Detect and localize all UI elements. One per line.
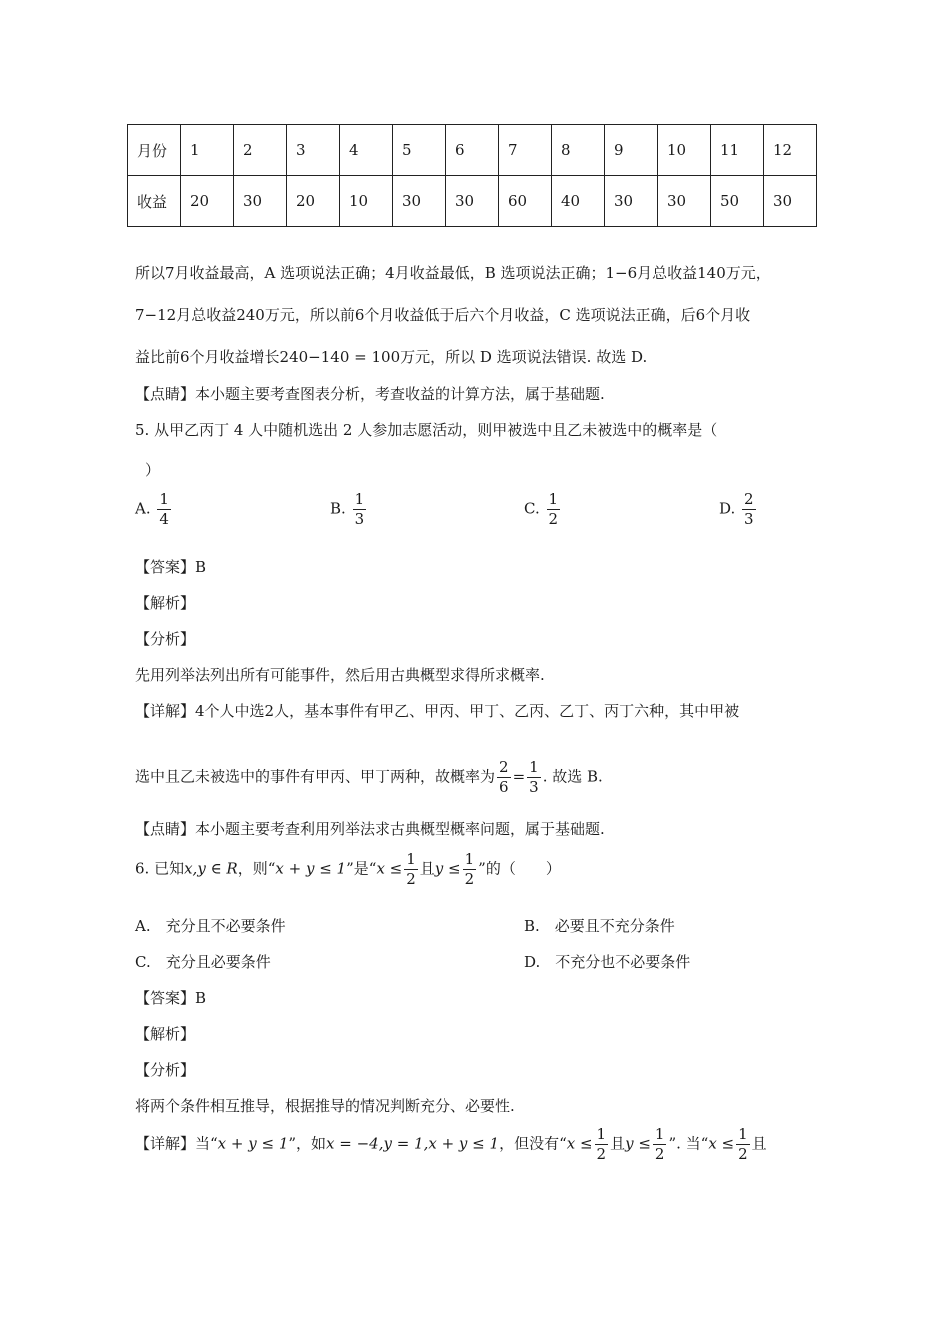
option-c: C. 充分且必要条件: [135, 953, 271, 971]
detail-text: 且: [751, 1134, 767, 1153]
analysis-label: 【解析】: [135, 1025, 196, 1043]
stem-text: ，则“: [237, 859, 276, 878]
detail-text: . 故选 B.: [542, 767, 603, 786]
denominator: 3: [354, 510, 365, 528]
denominator: 2: [548, 510, 559, 528]
stem-text: ”的（ ）: [478, 859, 561, 878]
denominator: 2: [596, 1145, 607, 1163]
fraction: [527, 760, 541, 795]
numerator: 2: [744, 490, 754, 508]
detail-text: 【详解】当“: [135, 1134, 218, 1153]
option-label: D.: [719, 499, 736, 518]
numerator: 1: [354, 490, 365, 508]
table-cell: 20: [181, 176, 234, 227]
numerator: 1: [548, 490, 559, 508]
analysis-label: 【解析】: [135, 594, 196, 612]
math-expr: x + y ≤ 1: [217, 1134, 289, 1153]
fraction: [547, 492, 561, 527]
math-expr: y ≤: [625, 1134, 651, 1153]
option-b: B. 必要且不充分条件: [524, 917, 675, 935]
option-label: C.: [524, 499, 540, 518]
numerator: 1: [159, 490, 169, 508]
math-expr: x ≤: [376, 859, 403, 878]
numerator: 1: [596, 1125, 607, 1143]
table-cell: 12: [764, 125, 817, 176]
table-cell: 60: [499, 176, 552, 227]
table-cell: 2: [234, 125, 287, 176]
table-row: [128, 125, 817, 176]
table-cell: 4: [340, 125, 393, 176]
table-cell: 7: [499, 125, 552, 176]
denominator: 4: [159, 510, 169, 528]
stem-text: 且: [419, 859, 435, 878]
fenxi-label: 【分析】: [135, 1061, 196, 1079]
table-cell: 40: [552, 176, 605, 227]
denominator: 2: [464, 870, 475, 888]
fraction: [653, 1127, 667, 1162]
answer-label: 【答案】B: [135, 989, 207, 1007]
math-expr: y ≤: [434, 859, 461, 878]
fraction: [463, 852, 477, 887]
equals-sign: =: [512, 767, 526, 786]
detail-line: 【详解】4个人中选2人，基本事件有甲乙、甲丙、甲丁、乙丙、乙丁、丙丁六种，其中甲被: [135, 702, 740, 720]
table-cell: 50: [711, 176, 764, 227]
table-cell: 10: [340, 176, 393, 227]
numerator: 1: [654, 1125, 665, 1143]
question-6-stem: [135, 852, 561, 887]
math-expr: x + y ≤ 1: [275, 859, 347, 878]
detail-text: ”，如: [288, 1134, 327, 1153]
table-cell: 11: [711, 125, 764, 176]
table-cell: 3: [287, 125, 340, 176]
table-cell: 6: [446, 125, 499, 176]
detail-line: [135, 760, 603, 795]
table-cell: 30: [393, 176, 446, 227]
option-label: B.: [330, 499, 346, 518]
option-d: D. 不充分也不必要条件: [524, 953, 691, 971]
paragraph-line: 益比前6个月收益增长240−140 = 100万元，所以 D 选项说法错误. 故选 D.: [135, 348, 648, 366]
table-cell: 20: [287, 176, 340, 227]
fenxi-label: 【分析】: [135, 630, 196, 648]
table-row: [128, 176, 817, 227]
table-cell: 30: [764, 176, 817, 227]
stem-text: 6. 已知: [135, 859, 185, 878]
fenxi-text: 将两个条件相互推导，根据推导的情况判断充分、必要性.: [135, 1097, 515, 1115]
numerator: 1: [738, 1125, 748, 1143]
numerator: 1: [529, 758, 539, 776]
table-cell: 8: [552, 125, 605, 176]
detail-text: 且: [610, 1134, 626, 1153]
fraction: [742, 492, 756, 527]
paragraph-line: 所以7月收益最高，A 选项说法正确；4月收益最低，B 选项说法正确；1−6月总收益140万元，: [135, 264, 771, 282]
denominator: 2: [654, 1145, 665, 1163]
denominator: 3: [744, 510, 754, 528]
math-expr: x ≤: [566, 1134, 593, 1153]
numerator: 1: [406, 850, 416, 868]
option-a: A. 充分且不必要条件: [135, 917, 286, 935]
math-expr: x,y ∈ R: [184, 859, 238, 878]
table-cell: 30: [446, 176, 499, 227]
math-expr: x ≤: [708, 1134, 735, 1153]
table-cell: 9: [605, 125, 658, 176]
revenue-table: [127, 124, 817, 227]
table-cell: 10: [658, 125, 711, 176]
denominator: 2: [738, 1145, 748, 1163]
math-expr: x = −4,y = 1,x + y ≤ 1: [326, 1134, 500, 1153]
detail-text: ，但没有“: [499, 1134, 567, 1153]
detail-text: 选中且乙未被选中的事件有甲丙、甲丁两种，故概率为: [135, 767, 496, 786]
table-cell: 30: [605, 176, 658, 227]
table-cell: 月份: [128, 125, 181, 176]
option-b: [330, 492, 368, 527]
denominator: 6: [499, 778, 509, 796]
detail-line: [135, 1127, 767, 1162]
question-5-stem: 5. 从甲乙丙丁 4 人中随机选出 2 人参加志愿活动，则甲被选中且乙未被选中的概率是（: [135, 421, 718, 439]
dianjing-text: 【点睛】本小题主要考查利用列举法求古典概型概率问题，属于基础题.: [135, 820, 605, 838]
table-cell: 30: [658, 176, 711, 227]
option-d: [719, 492, 758, 527]
table-cell: 收益: [128, 176, 181, 227]
table-cell: 1: [181, 125, 234, 176]
fenxi-text: 先用列举法列出所有可能事件，然后用古典概型求得所求概率.: [135, 666, 545, 684]
table-cell: 30: [234, 176, 287, 227]
fraction: [497, 760, 511, 795]
denominator: 3: [529, 778, 539, 796]
answer-label: 【答案】B: [135, 558, 207, 576]
numerator: 1: [464, 850, 475, 868]
table-cell: 5: [393, 125, 446, 176]
paragraph-line: 7−12月总收益240万元，所以前6个月收益低于后六个月收益，C 选项说法正确，后6个月收: [135, 306, 751, 324]
option-a: [135, 492, 173, 527]
fraction: [353, 492, 367, 527]
question-5-stem-end: ）: [145, 461, 161, 479]
numerator: 2: [499, 758, 509, 776]
option-c: [524, 492, 562, 527]
fraction: [157, 492, 171, 527]
dianjing-text: 【点睛】本小题主要考查图表分析，考查收益的计算方法，属于基础题.: [135, 385, 605, 403]
stem-text: ”是“: [346, 859, 377, 878]
fraction: [404, 852, 418, 887]
fraction: [736, 1127, 750, 1162]
option-label: A.: [135, 499, 151, 518]
denominator: 2: [406, 870, 416, 888]
detail-text: ”. 当“: [668, 1134, 709, 1153]
fraction: [595, 1127, 609, 1162]
